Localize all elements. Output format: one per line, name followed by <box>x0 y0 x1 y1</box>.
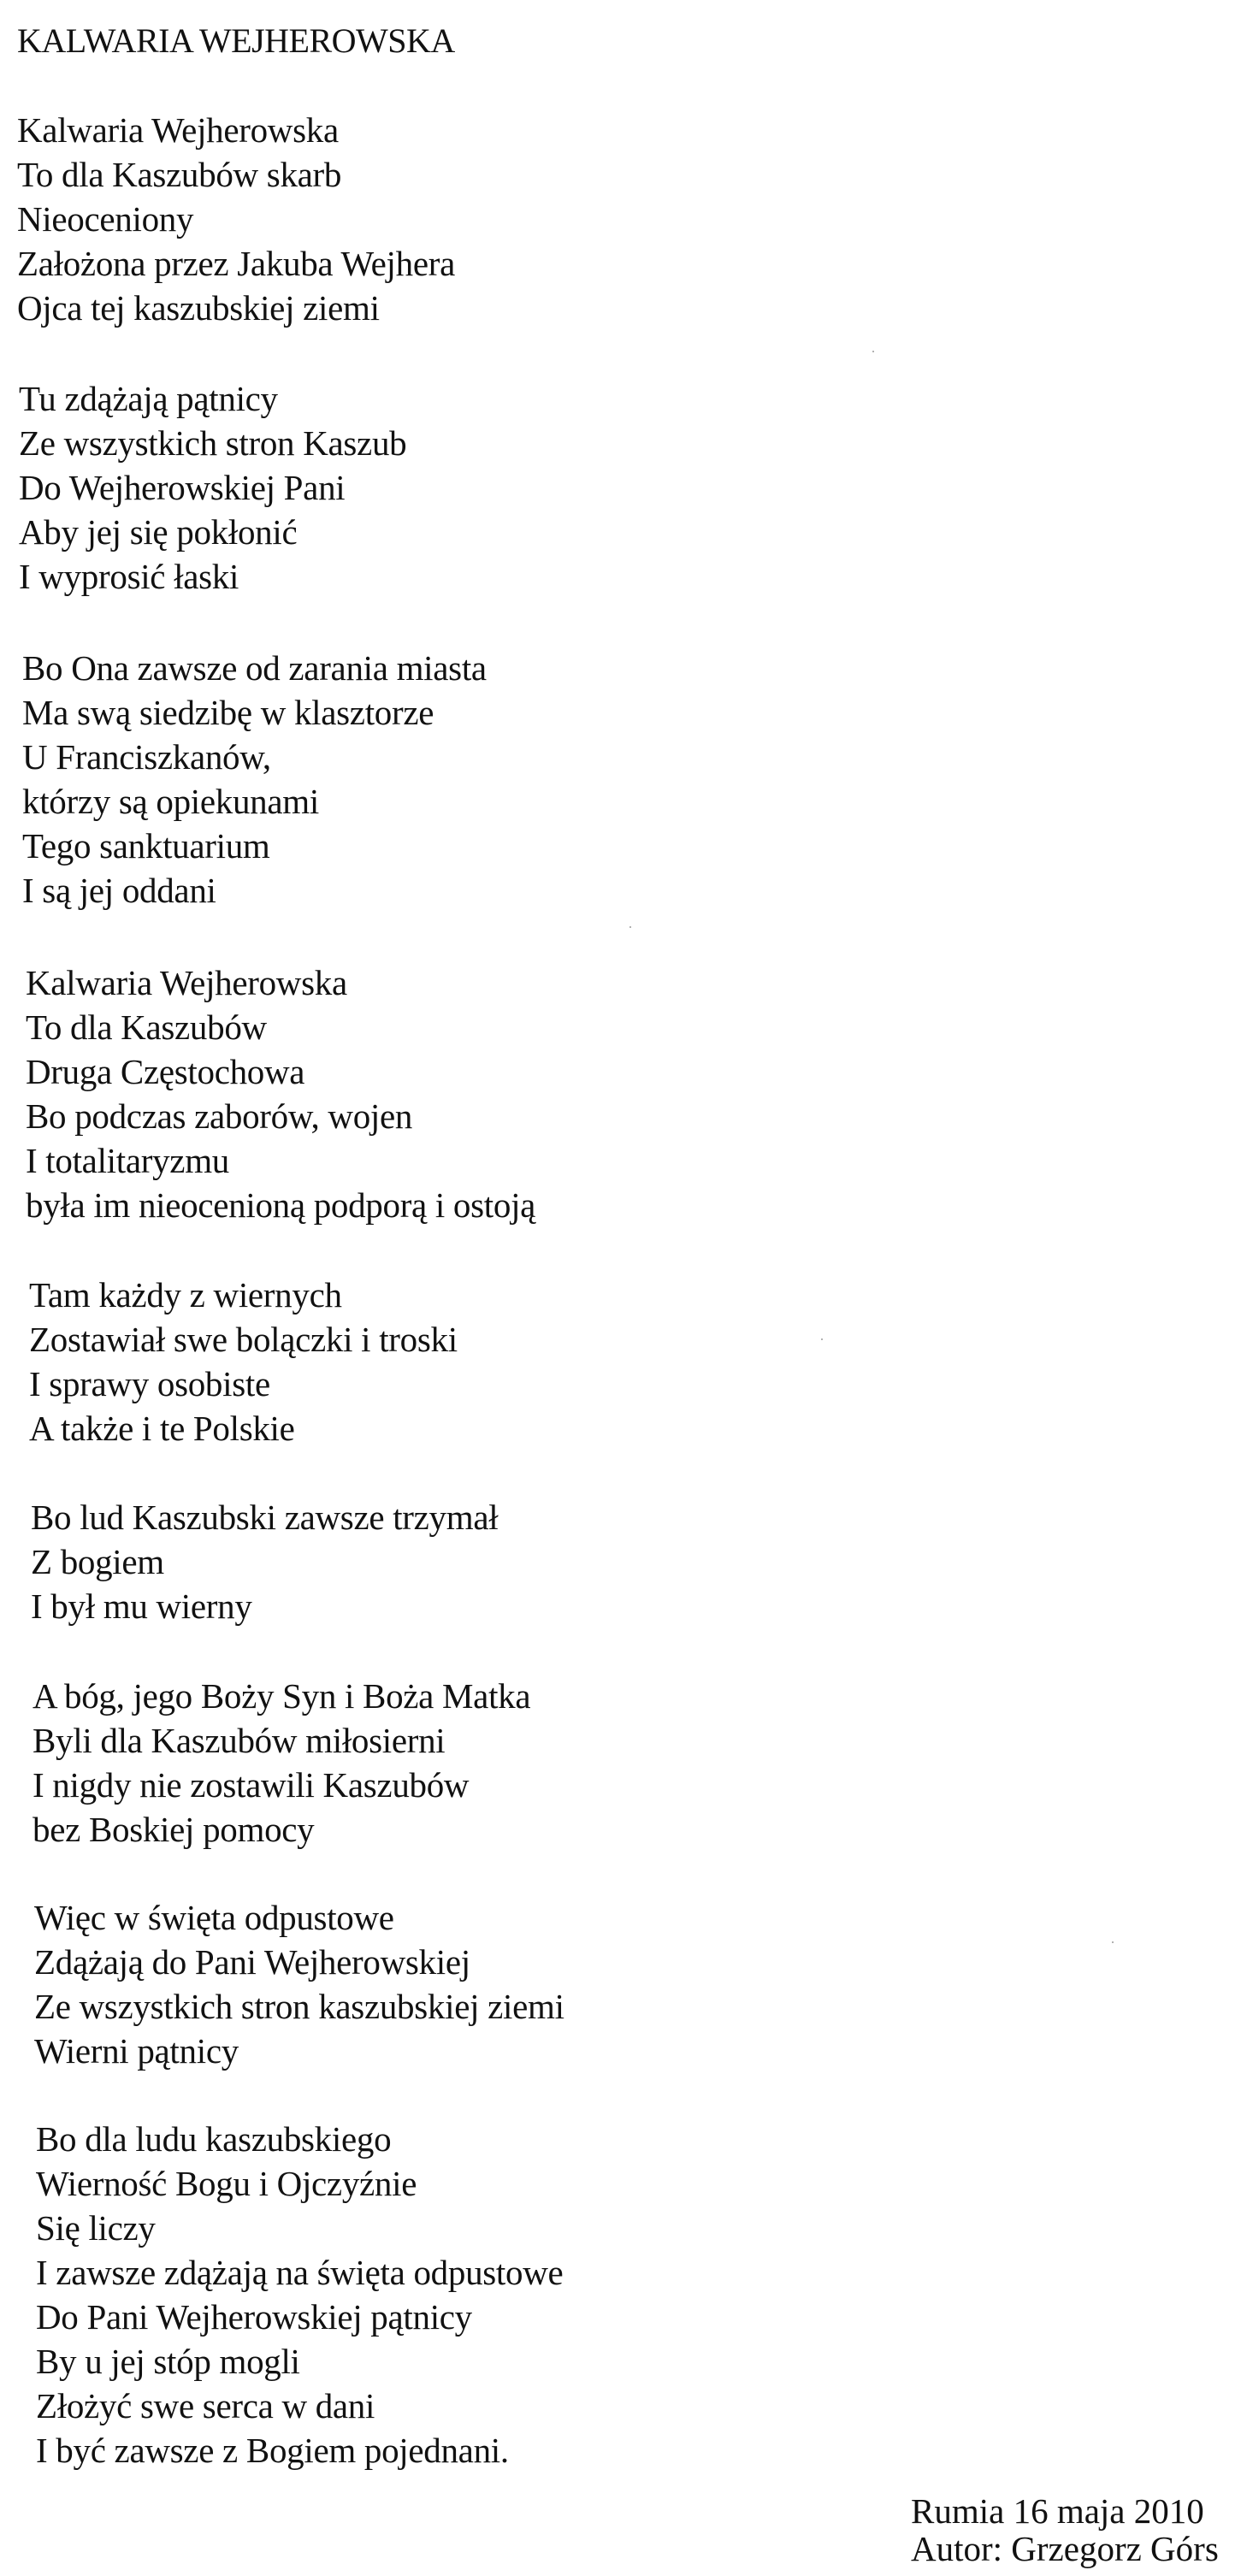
poem-line: Ze wszystkich stron Kaszub <box>19 423 407 463</box>
poem-line: Bo Ona zawsze od zarania miasta <box>22 648 487 688</box>
poem-line: którzy są opiekunami <box>22 782 319 821</box>
poem-line: To dla Kaszubów skarb <box>17 155 342 194</box>
stanza-8 <box>34 1895 564 2073</box>
poem-title: KALWARIA WEJHEROWSKA <box>17 21 455 60</box>
poem-line: A także i te Polskie <box>29 1409 295 1448</box>
stanza-9 <box>36 2117 563 2473</box>
poem-line: Nieoceniony <box>17 199 194 239</box>
poem-line: Bo lud Kaszubski zawsze trzymał <box>31 1498 499 1537</box>
poem-line: Do Pani Wejherowskiej pątnicy <box>36 2297 472 2337</box>
poem-line: Ma swą siedzibę w klasztorze <box>22 693 434 732</box>
poem-line: Zostawiał swe bolączki i troski <box>29 1320 458 1359</box>
poem-line: Wierność Bogu i Ojczyźnie <box>36 2164 417 2203</box>
scan-speck <box>629 926 631 928</box>
poem-line: Do Wejherowskiej Pani <box>19 468 346 507</box>
scan-speck <box>872 351 874 352</box>
poem-line: była im nieocenioną podporą i ostoją <box>26 1185 536 1225</box>
poem-line: Tu zdążają pątnicy <box>19 379 278 418</box>
poem-line: Tego sanktuarium <box>22 826 270 866</box>
poem-line: Druga Częstochowa <box>26 1052 305 1091</box>
poem-line: I był mu wierny <box>31 1586 252 1626</box>
poem-line: Aby jej się pokłonić <box>19 512 298 552</box>
poem-line: To dla Kaszubów <box>26 1007 267 1047</box>
poem-line: Założona przez Jakuba Wejhera <box>17 244 455 283</box>
poem-line: I zawsze zdążają na święta odpustowe <box>36 2253 564 2292</box>
scan-speck <box>821 1338 823 1340</box>
poem-line: Złożyć swe serca w dani <box>36 2386 375 2425</box>
poem-line: Bo dla ludu kaszubskiego <box>36 2119 392 2159</box>
poem-line: bez Boskiej pomocy <box>33 1810 315 1849</box>
place-date: Rumia 16 maja 2010 <box>911 2491 1204 2531</box>
poem-line: I są jej oddani <box>22 871 216 910</box>
poem-line: Wierni pątnicy <box>34 2031 239 2071</box>
scan-speck <box>1112 1941 1114 1943</box>
signature-block <box>911 2492 1219 2567</box>
poem-line: Byli dla Kaszubów miłosierni <box>33 1721 446 1760</box>
poem-line: Ojca tej kaszubskiej ziemi <box>17 288 380 328</box>
poem-line: Kalwaria Wejherowska <box>17 110 339 150</box>
stanza-3 <box>22 646 487 913</box>
poem-line: Zdążają do Pani Wejherowskiej <box>34 1942 470 1982</box>
poem-line: U Franciszkanów, <box>22 737 271 777</box>
poem-line: Ze wszystkich stron kaszubskiej ziemi <box>34 1987 564 2026</box>
stanza-2 <box>19 376 406 599</box>
poem-line: I wyprosić łaski <box>19 557 239 596</box>
stanza-1 <box>17 108 455 330</box>
stanza-6 <box>31 1495 498 1628</box>
poem-line: I nigdy nie zostawili Kaszubów <box>33 1765 470 1805</box>
poem-line: A bóg, jego Boży Syn i Boża Matka <box>33 1676 531 1716</box>
poem-line: Kalwaria Wejherowska <box>26 963 347 1002</box>
poem-line: Bo podczas zaborów, wojen <box>26 1096 413 1136</box>
stanza-4 <box>26 960 535 1227</box>
poem-line: Z bogiem <box>31 1542 164 1581</box>
poem-line: Się liczy <box>36 2208 156 2248</box>
stanza-5 <box>29 1273 458 1450</box>
stanza-7 <box>33 1674 530 1852</box>
poem-line: Tam każdy z wiernych <box>29 1275 342 1315</box>
poem-line: By u jej stóp mogli <box>36 2342 300 2381</box>
poem-line: I totalitaryzmu <box>26 1141 229 1180</box>
poem-line: I sprawy osobiste <box>29 1364 270 1403</box>
author-line: Autor: Grzegorz Górs <box>911 2529 1219 2568</box>
poem-line: I być zawsze z Bogiem pojednani. <box>36 2431 509 2470</box>
poem-line: Więc w święta odpustowe <box>34 1898 394 1937</box>
